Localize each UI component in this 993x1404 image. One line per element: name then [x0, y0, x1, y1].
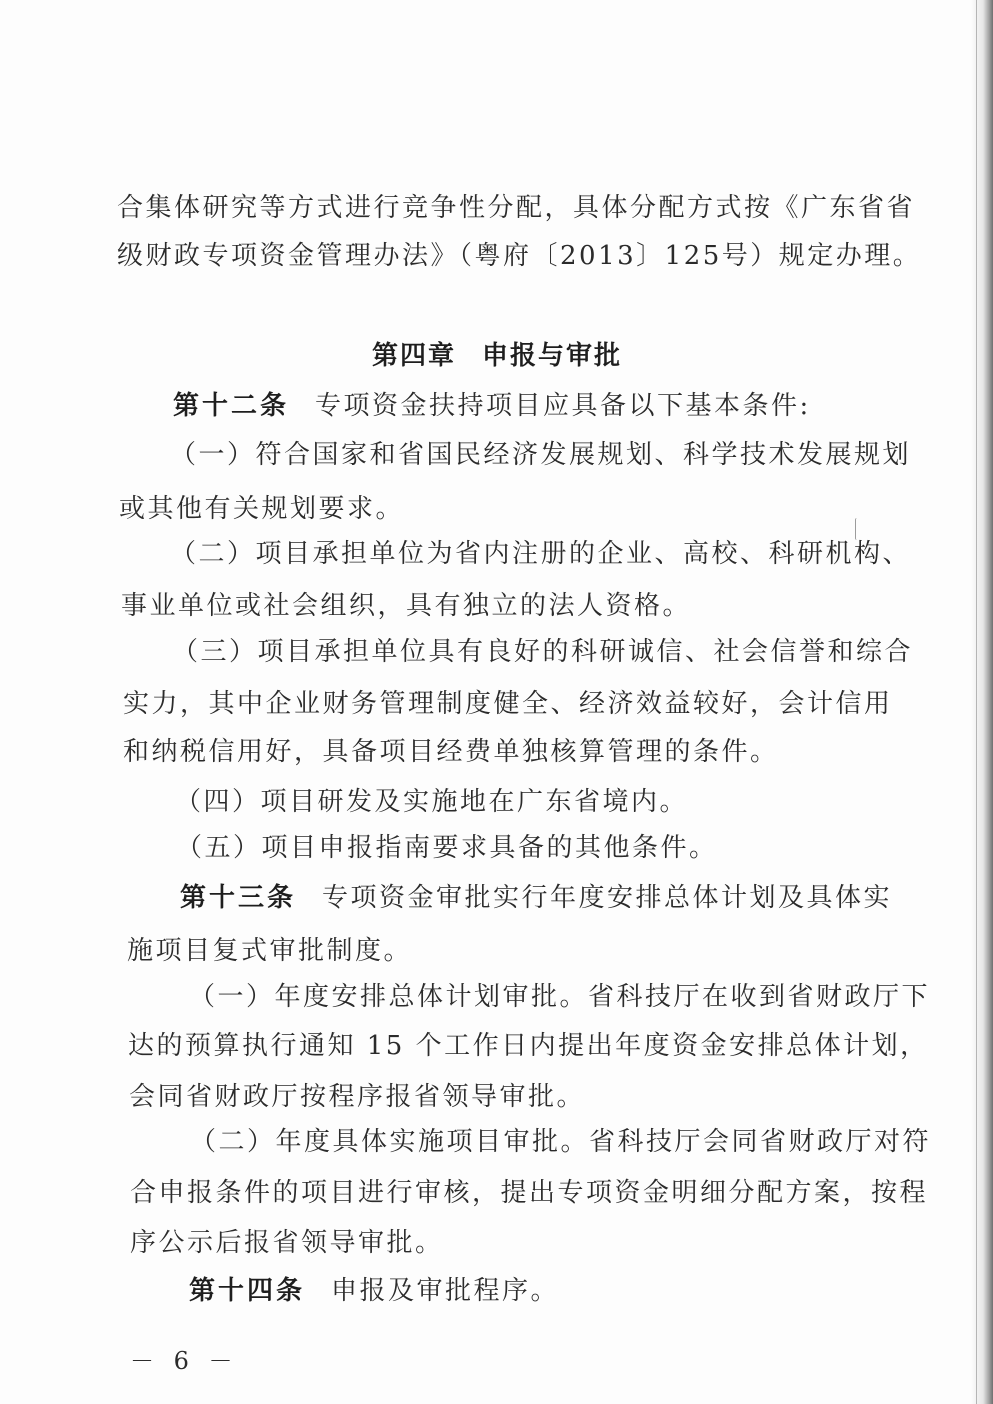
page-edge-line	[976, 0, 977, 1404]
article-12-item: （三）项目承担单位具有良好的科研诚信、社会信誉和综合	[172, 637, 914, 667]
article-12-item: （四）项目研发及实施地在广东省境内。	[175, 787, 689, 817]
article-12-item: （二）项目承担单位为省内注册的企业、高校、科研机构、	[170, 539, 912, 569]
article-12-item: 实力，其中企业财务管理制度健全、经济效益较好，会计信用	[123, 689, 893, 719]
article-12-item: 或其他有关规划要求。	[119, 494, 405, 524]
article-13-body: 施项目复式审批制度。	[127, 936, 413, 966]
article-14-line	[189, 1273, 559, 1309]
chapter-number: 第四章	[372, 341, 457, 371]
article-12-label: 第十二条	[173, 391, 290, 421]
article-12-item: 事业单位或社会组织，具有独立的法人资格。	[121, 591, 692, 621]
article-14-label: 第十四条	[189, 1276, 306, 1306]
article-13-body: 达的预算执行通知 15 个工作日内提出年度资金安排总体计划，	[128, 1031, 929, 1061]
article-12-item: 和纳税信用好，具备项目经费单独核算管理的条件。	[123, 737, 779, 767]
article-13-body: 合申报条件的项目进行审核，提出专项资金明细分配方案，按程	[130, 1178, 929, 1208]
article-12-text: 专项资金扶持项目应具备以下基本条件:	[315, 391, 811, 421]
body-line: 合集体研究等方式进行竞争性分配，具体分配方式按《广东省省	[117, 193, 916, 223]
article-13-body: 会同省财政厅按程序报省领导审批。	[129, 1082, 586, 1112]
page-number: － 6 －	[130, 1347, 239, 1375]
article-12-line	[173, 388, 811, 424]
article-13-text: 专项资金审批实行年度安排总体计划及具体实	[322, 883, 893, 913]
article-12-item: （五）项目申报指南要求具备的其他条件。	[176, 833, 718, 863]
article-13-body: （一）年度安排总体计划审批。省科技厅在收到省财政厅下	[189, 982, 931, 1012]
article-14-text: 申报及审批程序。	[331, 1276, 560, 1306]
scan-mark	[855, 518, 859, 540]
page-edge-shadow	[971, 0, 993, 1404]
chapter-title: 申报与审批	[482, 341, 623, 371]
article-13-body: （二）年度具体实施项目审批。省科技厅会同省财政厅对符	[190, 1127, 932, 1157]
article-13-label: 第十三条	[180, 883, 297, 913]
article-12-item: （一）符合国家和省国民经济发展规划、科学技术发展规划	[170, 440, 912, 470]
article-13-line	[180, 880, 892, 916]
body-line: 级财政专项资金管理办法》（粤府〔2013〕125号）规定办理。	[117, 241, 922, 271]
chapter-heading	[372, 338, 622, 374]
article-13-body: 序公示后报省领导审批。	[130, 1228, 444, 1258]
